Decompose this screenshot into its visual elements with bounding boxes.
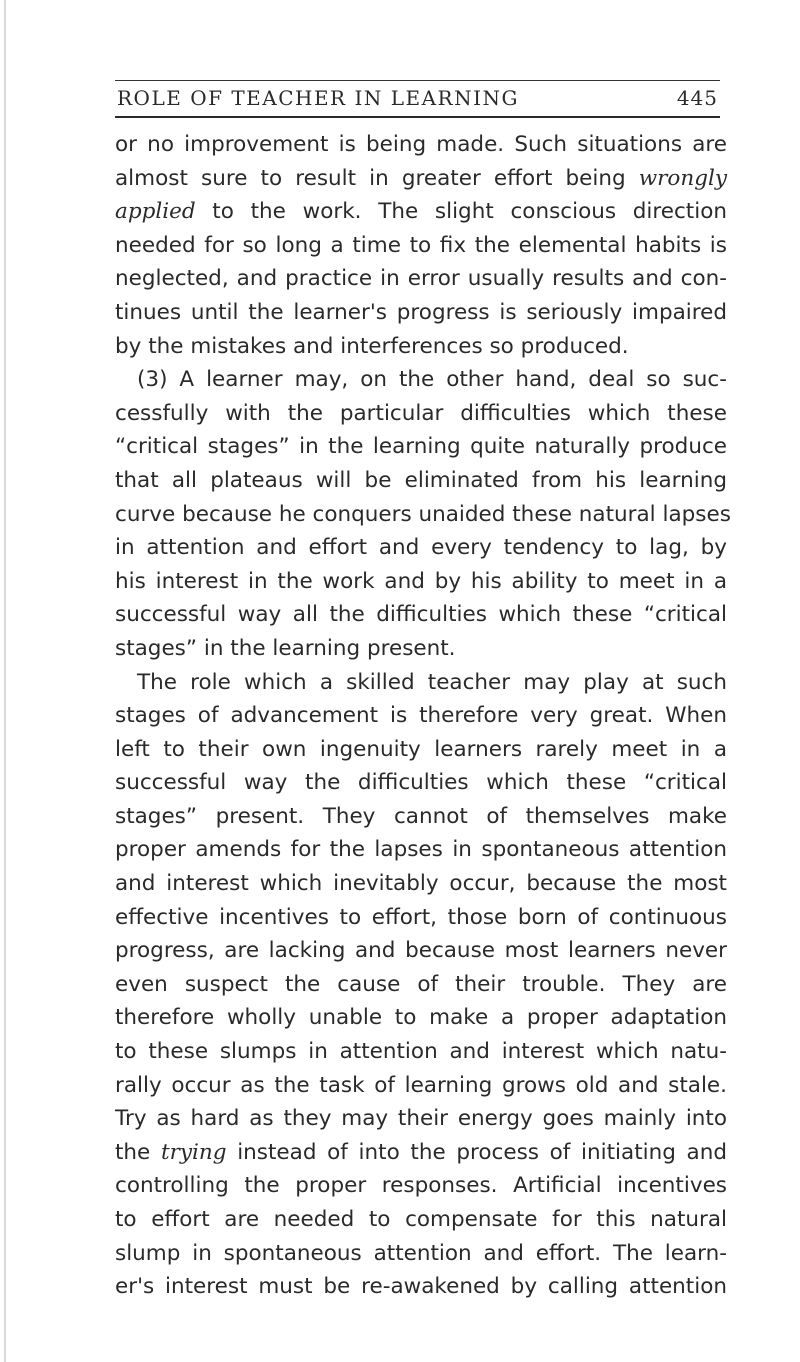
text-run: slump in spontaneous attention and effort. The learn- [115,1240,727,1266]
text-run: almost sure to result in greater effort being [115,165,639,191]
text-run: instead of into the process of initiating and [226,1139,727,1165]
text-run: the [115,1139,161,1165]
text-run: to the work. The slight conscious direction [195,199,727,225]
text-run: controlling the proper responses. Artificial incentives [115,1173,727,1199]
italic-text: trying [160,1139,227,1165]
text-run: stages” present. They cannot of themselves make [115,803,727,829]
italic-text: applied [115,199,196,225]
text-run: and interest which inevitably occur, because the most [115,871,727,897]
text-line [115,531,727,565]
text-line [115,1169,727,1203]
text-line [115,229,727,263]
text-line [115,363,727,397]
text-line [115,766,727,800]
text-line [115,699,727,733]
text-line [115,128,727,162]
text-run: neglected, and practice in error usually results and con- [115,266,727,292]
text-run: er's interest must be re-awakened by calling attention [115,1274,727,1300]
text-run: even suspect the cause of their trouble. They are [115,971,727,997]
text-line [115,934,727,968]
text-line [115,330,727,364]
text-run: (3) A learner may, on the other hand, deal so suc- [137,367,727,393]
text-line [115,632,727,666]
text-run: “critical stages” in the learning quite naturally produce [115,434,727,460]
text-line [115,1237,727,1271]
running-head [115,86,720,116]
text-run: curve because he conquers unaided these natural lapses [115,501,731,527]
text-run: in attention and effort and every tendency to lag, by [115,535,727,561]
text-run: to effort are needed to compensate for this natural [115,1207,727,1232]
text-line [115,162,727,196]
text-line [115,666,727,700]
text-run: to these slumps in attention and interest which natu- [115,1039,727,1065]
text-line [115,833,727,867]
header-bottom-rule [115,116,720,118]
text-line [115,1102,727,1136]
text-line [115,733,727,767]
text-run: Try as hard as they may their energy goes mainly into [115,1106,727,1132]
text-line [115,195,727,229]
text-line [115,1035,727,1069]
text-line [115,901,727,935]
running-title: ROLE OF TEACHER IN LEARNING [117,86,519,110]
text-run: successful way all the difficulties which these “critical [115,602,727,628]
text-line [115,1069,727,1103]
page-number: 445 [676,86,718,110]
text-line [115,598,727,632]
text-line [115,296,727,330]
text-run: successful way the difficulties which these “critical [115,770,727,796]
text-line [115,1270,727,1304]
text-line [115,1136,727,1170]
page-edge-shadow [4,0,6,1362]
text-run: rally occur as the task of learning grows old and stale. [115,1072,727,1098]
header-top-rule [115,80,720,81]
text-line [115,800,727,834]
italic-text: wrongly [638,165,727,191]
text-run: progress, are lacking and because most learners never [115,938,727,964]
text-line [115,867,727,901]
text-line [115,464,727,498]
text-run: his interest in the work and by his ability to meet in a [115,568,727,594]
text-run: needed for so long a time to fix the elemental habits is [115,232,727,258]
text-run: tinues until the learner's progress is seriously impaired [115,299,727,325]
text-run: therefore wholly unable to make a proper adaptation [115,1005,727,1031]
text-run: cessfully with the particular difficulties which these [115,400,727,426]
text-line [115,430,727,464]
text-line [115,262,727,296]
text-line [115,1203,727,1237]
text-line [115,498,731,532]
text-run: left to their own ingenuity learners rarely meet in a [115,736,727,762]
text-line [115,397,727,431]
text-run: that all plateaus will be eliminated from his learning [115,467,727,493]
text-run: effective incentives to effort, those born of continuous [115,904,727,930]
text-run: proper amends for the lapses in spontaneous attention [115,837,727,863]
text-run: or no improvement is being made. Such situations are [115,132,727,157]
text-line [115,565,727,599]
text-run: by the mistakes and interferences so produced. [115,333,629,359]
text-line [115,1001,727,1035]
text-run: The role which a skilled teacher may play at such [137,669,727,695]
text-run: stages” in the learning present. [115,635,456,661]
text-line [115,968,727,1002]
body-text [115,128,731,1304]
text-run: stages of advancement is therefore very great. When [115,703,727,729]
